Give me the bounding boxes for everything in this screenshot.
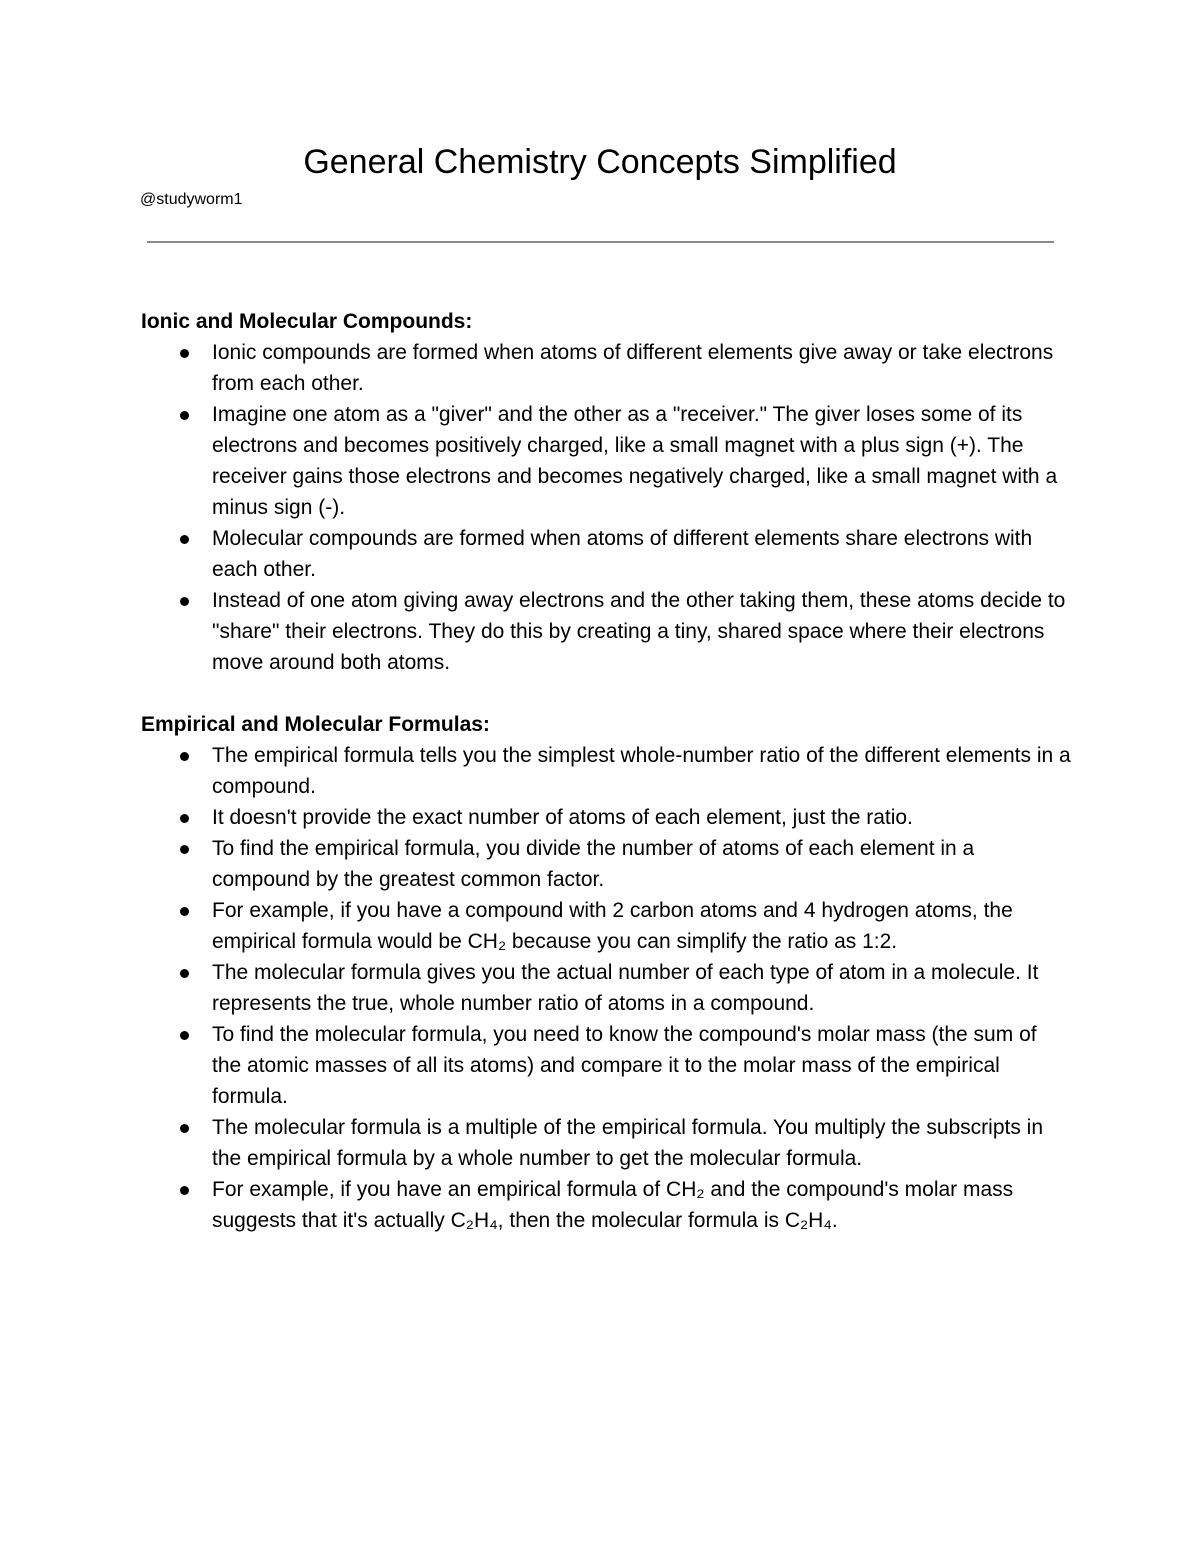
list-item (141, 399, 1071, 523)
list-item (141, 802, 1071, 833)
list-item-text: For example, if you have an empirical formula of CH₂ and the compound's molar mass suggests that it's actually C₂H₄, then the molecular formula is C₂H₄. (212, 1178, 1014, 1232)
bullet-icon (180, 752, 189, 761)
list-item (141, 1112, 1071, 1174)
list-item-text: To find the molecular formula, you need to know the compound's molar mass (the sum of the atomic masses of all its atoms) and compare it to the molar mass of the empirical formula. (212, 1023, 1037, 1108)
bullet-icon (180, 411, 189, 420)
section-heading: Ionic and Molecular Compounds: (141, 310, 473, 333)
list-item (141, 895, 1071, 957)
list-item (141, 337, 1071, 399)
bullet-icon (180, 349, 189, 358)
document-body (141, 306, 1071, 1267)
bullet-icon (180, 1124, 189, 1133)
list-item (141, 1019, 1071, 1112)
list-item-text: Imagine one atom as a "giver" and the other as a "receiver." The giver loses some of its electrons and becomes positively charged, like a small magnet with a plus sign (+). The receiver gains those electrons and becomes negatively charged, like a small magnet with a minus sign (-). (212, 403, 1058, 519)
list-item (141, 740, 1071, 802)
list-item (141, 585, 1071, 678)
bullet-icon (180, 535, 189, 544)
list-item-text: Instead of one atom giving away electrons and the other taking them, these atoms decide to "share" their electrons. They do this by creating a tiny, shared space where their electrons move around both atoms. (212, 589, 1066, 674)
bullet-icon (180, 907, 189, 916)
bullet-icon (180, 1031, 189, 1040)
section-ionic-molecular-compounds (141, 306, 1071, 678)
list-item-text: It doesn't provide the exact number of atoms of each element, just the ratio. (212, 806, 913, 829)
bullet-icon (180, 1186, 189, 1195)
list-item (141, 833, 1071, 895)
bullet-icon (180, 845, 189, 854)
bullet-icon (180, 969, 189, 978)
list-item-text: The molecular formula gives you the actual number of each type of atom in a molecule. It represents the true, whole number ratio of atoms in a compound. (212, 961, 1039, 1015)
bullet-list (141, 740, 1071, 1236)
list-item-text: Ionic compounds are formed when atoms of different elements give away or take electrons from each other. (212, 341, 1054, 395)
list-item-text: Molecular compounds are formed when atoms of different elements share electrons with each other. (212, 527, 1033, 581)
section-heading: Empirical and Molecular Formulas: (141, 713, 490, 736)
list-item (141, 523, 1071, 585)
list-item (141, 1174, 1071, 1236)
list-item-text: The molecular formula is a multiple of the empirical formula. You multiply the subscripts in the empirical formula by a whole number to get the molecular formula. (212, 1116, 1044, 1170)
list-item-text: For example, if you have a compound with 2 carbon atoms and 4 hydrogen atoms, the empirical formula would be CH₂ because you can simplify the ratio as 1:2. (212, 899, 1013, 953)
horizontal-divider (147, 241, 1054, 243)
author-handle: @studyworm1 (140, 191, 243, 208)
list-item-text: To find the empirical formula, you divide the number of atoms of each element in a compound by the greatest common factor. (212, 837, 975, 891)
list-item-text: The empirical formula tells you the simplest whole-number ratio of the different elements in a compound. (212, 744, 1071, 798)
section-empirical-molecular-formulas (141, 709, 1071, 1236)
bullet-list (141, 337, 1071, 678)
bullet-icon (180, 597, 189, 606)
page-title: General Chemistry Concepts Simplified (303, 143, 897, 181)
bullet-icon (180, 814, 189, 823)
list-item (141, 957, 1071, 1019)
